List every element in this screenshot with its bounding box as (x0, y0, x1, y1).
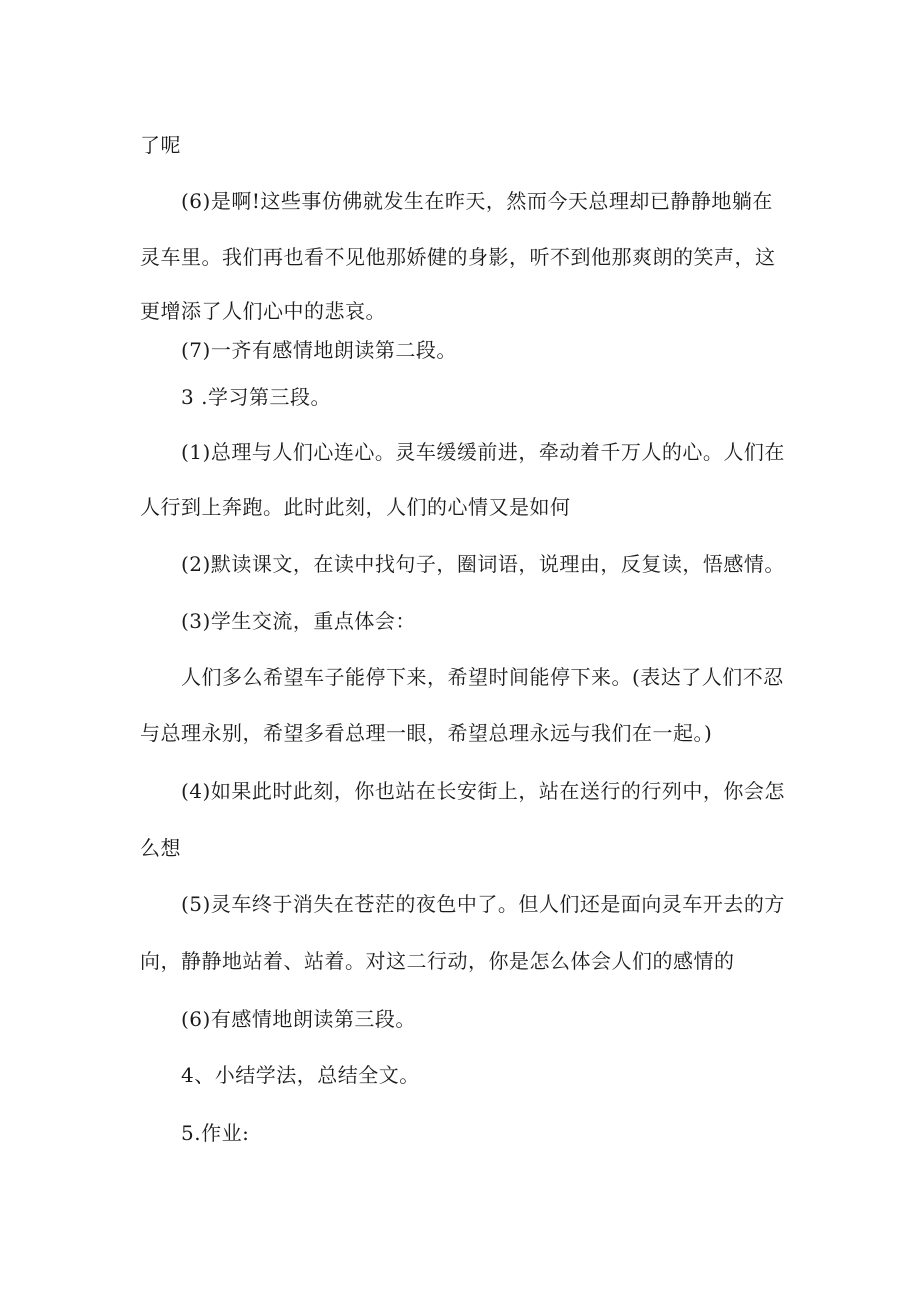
text-line-quote: 人们多么希望车子能停下来，希望时间能停下来。(表达了人们不忍 (181, 665, 784, 689)
section-heading-4: 4、小结学法，总结全文。 (181, 1063, 420, 1087)
text-line: 灵车里。我们再也看不见他那娇健的身影，听不到他那爽朗的笑声，这 (140, 245, 776, 269)
text-line-item-2: (2)默读课文，在读中找句子，圈词语，说理由，反复读，悟感情。 (181, 552, 785, 576)
text-line-item-6: (6)是啊!这些事仿佛就发生在昨天，然而今天总理却已静静地躺在 (181, 189, 773, 213)
text-line-item-3: (3)学生交流，重点体会： (181, 609, 416, 633)
text-line: 向，静静地站着、站着。对这二行动，你是怎么体会人们的感情的 (140, 949, 735, 973)
text-line-continuation: 了呢 (140, 133, 181, 157)
text-line: 与总理永别，希望多看总理一眼，希望总理永远与我们在一起。) (140, 721, 713, 745)
text-line-item-4: (4)如果此时此刻，你也站在长安街上，站在送行的行列中，你会怎 (181, 779, 785, 803)
text-line-item-6b: (6)有感情地朗读第三段。 (181, 1007, 416, 1031)
text-line: 么想 (140, 836, 181, 860)
text-line: 更增添了人们心中的悲哀。 (140, 299, 386, 323)
section-heading-3: 3 .学习第三段。 (181, 385, 331, 409)
section-heading-5: 5.作业: (181, 1121, 250, 1145)
text-line-item-1: (1)总理与人们心连心。灵车缓缓前进，牵动着千万人的心。人们在 (181, 440, 785, 464)
text-line-item-5: (5)灵车终于消失在苍茫的夜色中了。但人们还是面向灵车开去的方 (181, 892, 785, 916)
text-line-item-7: (7)一齐有感情地朗读第二段。 (181, 338, 457, 362)
text-line: 人行到上奔跑。此时此刻，人们的心情又是如何 (140, 495, 571, 519)
